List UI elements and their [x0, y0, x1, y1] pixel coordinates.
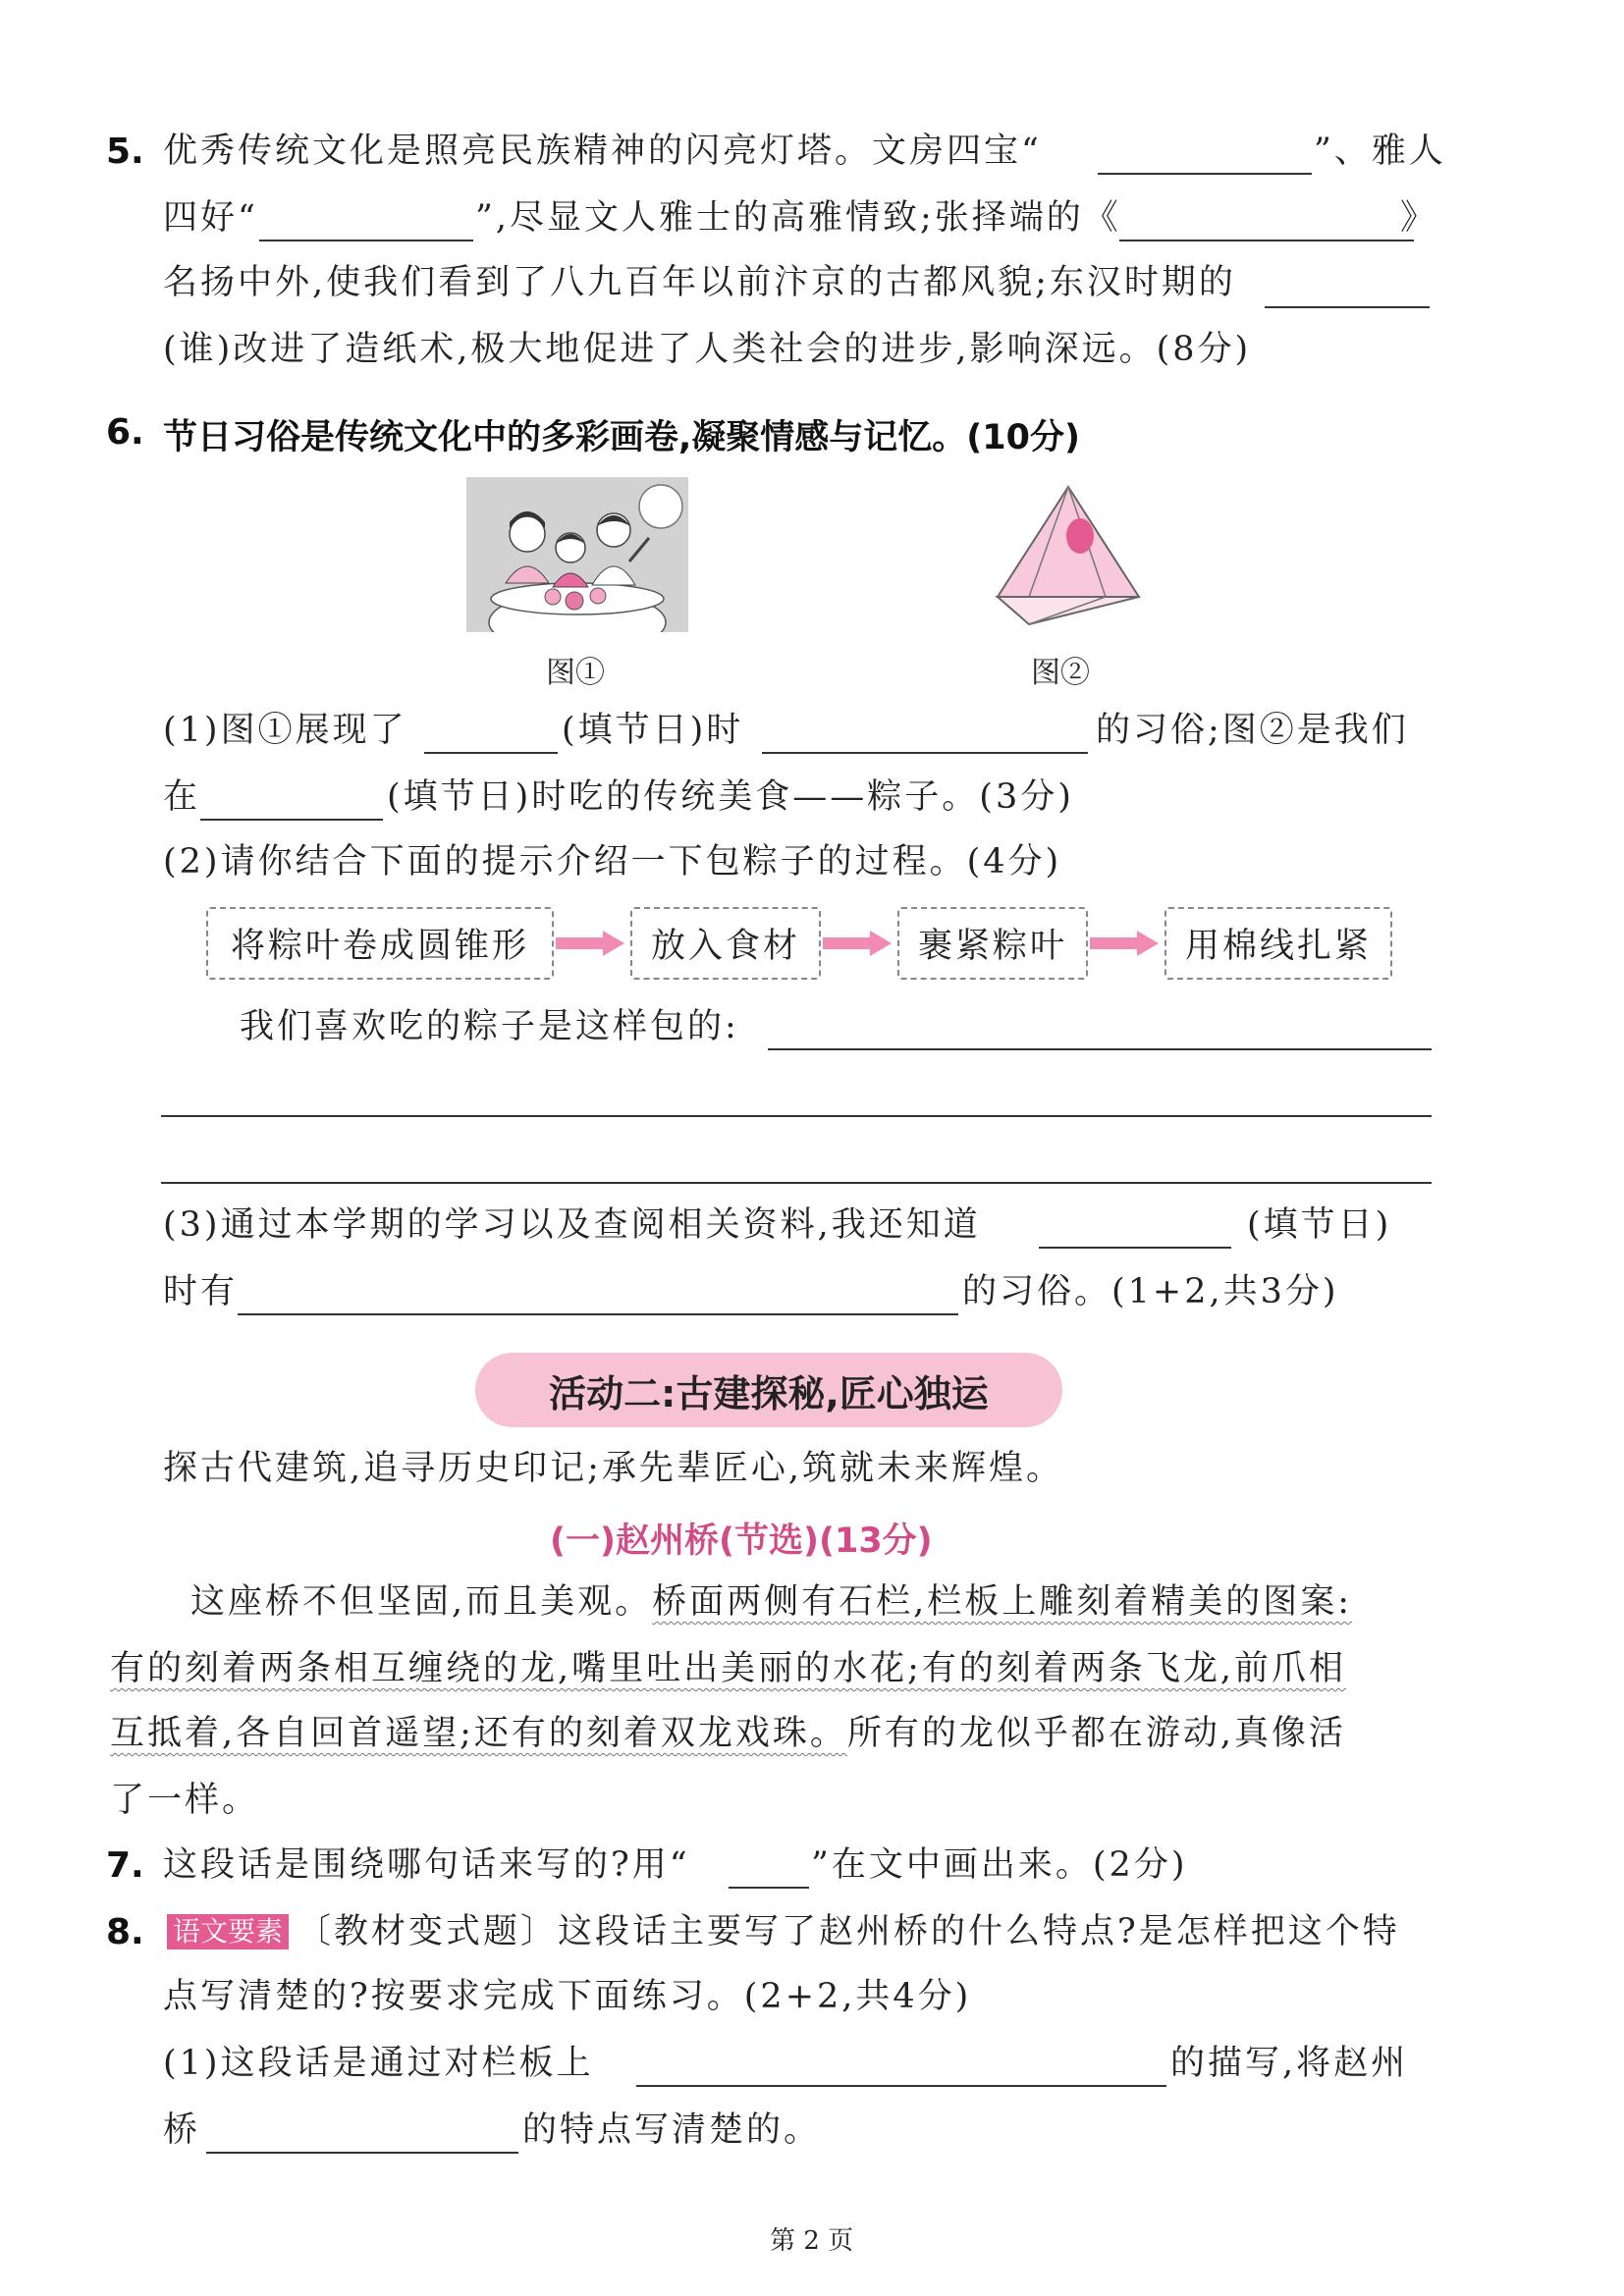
q8-p1-d: 的特点写清楚的。	[522, 2110, 822, 2150]
section-heading: (一)赵州桥(节选)(13分)	[550, 1522, 933, 1561]
q6-p2: (2)请你结合下面的提示介绍一下包粽子的过程。(4分)	[163, 842, 1062, 881]
question-6-number: 6.	[106, 412, 144, 453]
q6-blank-custom-3[interactable]	[238, 1313, 958, 1315]
step-box-2: 放入食材	[630, 907, 821, 980]
q5-line2-a: 四好“	[163, 198, 258, 238]
q6-answer-line-1[interactable]	[768, 1048, 1432, 1050]
q6-title: 节日习俗是传统文化中的多彩画卷,凝聚情感与记忆。(10分)	[163, 418, 1080, 457]
activity-2-title: 活动二:古建探秘,匠心独运	[475, 1353, 1062, 1427]
q8-p1-a: (1)这段话是通过对栏板上	[163, 2044, 594, 2083]
passage-line-2: 有的刻着两条相互缠绕的龙,嘴里吐出美丽的水花;有的刻着两条飞龙,前爪相	[110, 1649, 1347, 1688]
passage-line-1	[190, 1580, 1352, 1624]
q6-blank-custom-1[interactable]	[762, 752, 1088, 754]
step-box-3: 裹紧粽叶	[897, 907, 1088, 980]
q7-text-b: ”在文中画出来。(2分)	[811, 1845, 1188, 1885]
q6-p1-b: (填节日)时	[562, 711, 744, 750]
passage-topic-sentence: 这座桥不但坚固,而且美观。	[190, 1582, 653, 1622]
passage-wavy-1: 桥面两侧有石栏,栏板上雕刻着精美的图案:	[652, 1582, 1353, 1622]
figure-2-caption: 图②	[1031, 656, 1090, 690]
step-box-1: 将粽叶卷成圆锥形	[206, 907, 554, 980]
q6-answer-line-3[interactable]	[161, 1182, 1432, 1184]
mid-autumn-family-illustration	[466, 477, 688, 632]
q5-blank-3[interactable]	[1119, 240, 1414, 241]
zongzi-illustration	[990, 479, 1147, 626]
q6-p1-d: 在	[163, 777, 201, 817]
passage-line-3	[110, 1712, 1346, 1755]
q6-p1-c: 的习俗;图②是我们	[1096, 711, 1409, 750]
question-7-number: 7.	[106, 1845, 144, 1886]
q6-p3-c: 时有	[163, 1272, 239, 1311]
q5-line2-c: 》	[1400, 198, 1438, 238]
q7-text-a: 这段话是围绕哪句话来写的?用“	[163, 1845, 690, 1885]
step-arrow-2-icon	[823, 931, 892, 956]
passage-line-4: 了一样。	[110, 1781, 260, 1820]
q5-blank-4[interactable]	[1265, 306, 1430, 308]
q5-line4: (谁)改进了造纸术,极大地促进了人类社会的进步,影响深远。(8分)	[163, 330, 1252, 369]
q8-line-2: 点写清楚的?按要求完成下面练习。(2+2,共4分)	[163, 1977, 972, 2016]
q6-p1-a: (1)图①展现了	[163, 711, 407, 750]
q6-blank-festival-1[interactable]	[424, 752, 558, 754]
yuwen-yaosu-badge: 语文要素	[167, 1914, 289, 1949]
q8-p1-b: 的描写,将赵州	[1170, 2044, 1409, 2083]
question-5-number: 5.	[106, 132, 144, 172]
q6-blank-festival-3[interactable]	[1039, 1247, 1231, 1249]
q7-underline-sample	[729, 1887, 809, 1889]
question-8-number: 8.	[106, 1912, 144, 1952]
q6-answer-line-2[interactable]	[161, 1115, 1432, 1117]
q6-p3-b: (填节日)	[1247, 1205, 1392, 1245]
q8-line-1: 〔教材变式题〕这段话主要写了赵州桥的什么特点?是怎样把这个特	[297, 1912, 1400, 1951]
q6-p2-b: 我们喜欢吃的粽子是这样包的:	[240, 1007, 739, 1046]
q6-p3-d: 的习俗。(1+2,共3分)	[962, 1272, 1339, 1311]
q6-p3-a: (3)通过本学期的学习以及查阅相关资料,我还知道	[163, 1205, 981, 1245]
q5-blank-2[interactable]	[259, 240, 473, 241]
q5-blank-1[interactable]	[1098, 173, 1312, 175]
q8-p1-c: 桥	[163, 2110, 201, 2150]
page-number: 第 2 页	[770, 2226, 854, 2256]
step-box-4: 用棉线扎紧	[1164, 907, 1392, 980]
q8-blank-1[interactable]	[636, 2085, 1166, 2087]
step-arrow-3-icon	[1090, 931, 1159, 956]
q5-line3: 名扬中外,使我们看到了八九百年以前汴京的古都风貌;东汉时期的	[163, 263, 1236, 302]
passage-line-3-b: 所有的龙似乎都在游动,真像活	[846, 1714, 1347, 1753]
activity-2-intro: 探古代建筑,追寻历史印记;承先辈匠心,筑就未来辉煌。	[163, 1449, 1064, 1488]
q5-line2-b: ”,尽显文人雅士的高雅情致;张择端的《	[475, 198, 1121, 238]
q6-blank-festival-2[interactable]	[200, 819, 383, 821]
q5-line1-a: 优秀传统文化是照亮民族精神的闪亮灯塔。文房四宝“	[163, 132, 1042, 171]
passage-wavy-3: 互抵着,各自回首遥望;还有的刻着双龙戏珠。	[110, 1714, 847, 1753]
figure-1-caption: 图①	[546, 656, 605, 690]
q6-p1-e: (填节日)时吃的传统美食——粽子。(3分)	[387, 777, 1074, 817]
step-arrow-1-icon	[556, 931, 624, 956]
q5-line1-b: ”、雅人	[1314, 132, 1446, 171]
q8-blank-2[interactable]	[206, 2152, 518, 2154]
